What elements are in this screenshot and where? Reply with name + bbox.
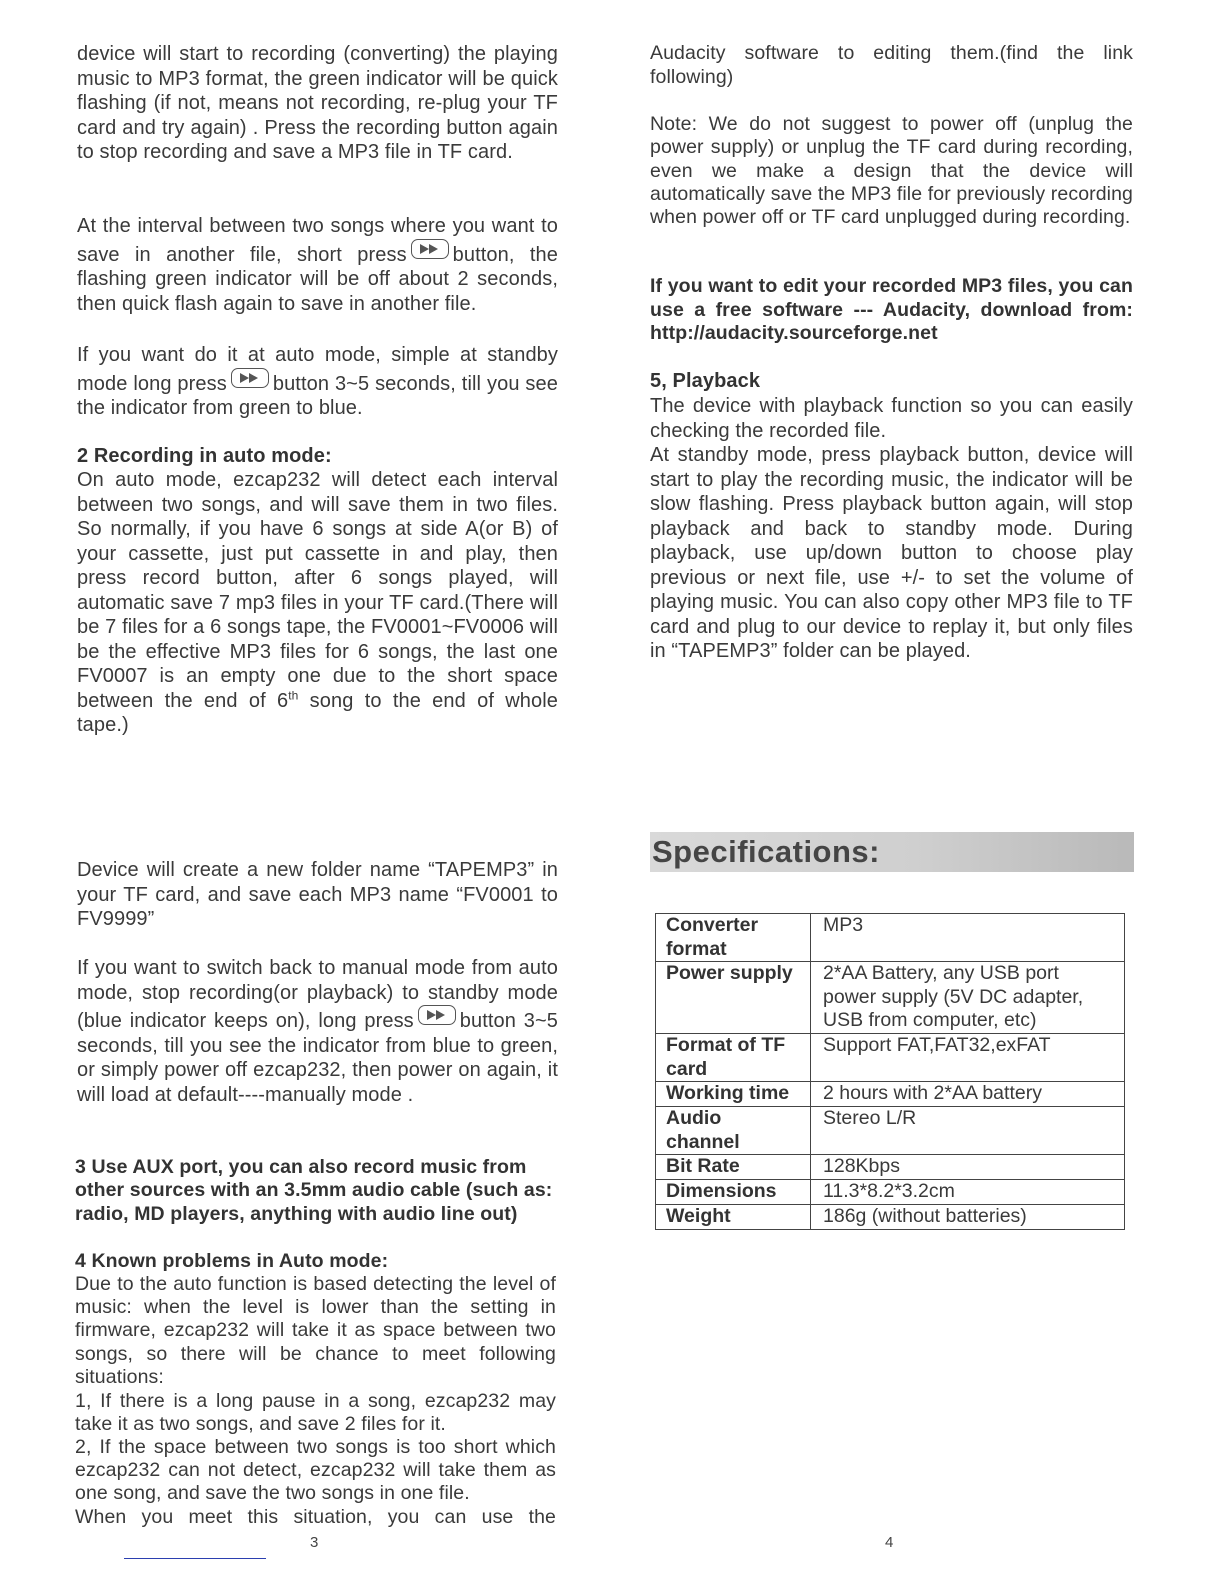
spec-key: Audio channel [656, 1107, 811, 1155]
spec-key: Working time [656, 1082, 811, 1107]
paragraph-known-problems: Due to the auto function is based detecting the level of music: when the level is lower than the setting in firmware, ezcap232 will take it as space between two songs, so there will be chance to meet following situations: [75, 1273, 556, 1388]
paragraph-note: Note: We do not suggest to power off (unplug the power supply) or unplug the TF card during recording, even we make a design that the device will automatically save the MP3 file for previously recording when power off or TF card unplugged during recording. [650, 113, 1133, 229]
table-row [656, 1205, 1125, 1230]
page-number: 3 [310, 1534, 319, 1551]
fast-forward-icon [418, 1005, 456, 1025]
table-row [656, 1082, 1125, 1107]
spec-value: 128Kbps [811, 1155, 1125, 1180]
fast-forward-icon [231, 368, 269, 388]
paragraph-playback-intro: The device with playback function so you can easily checking the recorded file. [650, 395, 1133, 442]
heading-aux-port: 3 Use AUX port, you can also record music from other sources with an 3.5mm audio cable (such as: radio, MD players, anything with audio line out) [75, 1156, 553, 1225]
specifications-table [655, 913, 1125, 1230]
table-row [656, 962, 1125, 1034]
table-row [656, 1107, 1125, 1155]
paragraph-meet-situation: When you meet this situation, you can use the [75, 1506, 556, 1528]
paragraph-recording-intro: device will start to recording (converting) the playing music to MP3 format, the green indicator will be quick flashing (if not, means not recording, re-plug your TF card and try again) . Press the recording button again to stop recording and save a MP3 file in TF card. [77, 43, 558, 163]
heading-known-problems: 4 Known problems in Auto mode: [75, 1250, 389, 1272]
paragraph-problem-1: 1, If there is a long pause in a song, ezcap232 may take it as two songs, and save 2 files for it. [75, 1390, 556, 1436]
table-row [656, 1180, 1125, 1205]
spec-key: Power supply [656, 962, 811, 1034]
heading-playback: 5, Playback [650, 370, 761, 392]
spec-value: 11.3*8.2*3.2cm [811, 1180, 1125, 1205]
paragraph-auto-mode-detail [77, 468, 558, 738]
spec-value: MP3 [811, 914, 1125, 962]
split-file-text-b: button, the flashing green indicator will be off about 2 seconds, then quick flash again to save in another file. [77, 243, 558, 315]
paragraph-folder-name: Device will create a new folder name “TAPEMP3” in your TF card, and save each MP3 name “FV0001 to FV9999” [77, 859, 558, 930]
specifications-banner [650, 832, 1134, 872]
heading-recording-auto-mode: 2 Recording in auto mode: [77, 445, 332, 467]
split-file-text-a: At the interval between two songs where you want to save in another file, short press [77, 215, 558, 266]
spec-key: Format of TF card [656, 1034, 811, 1082]
superscript-th: th [288, 687, 299, 702]
table-row [656, 1155, 1125, 1180]
paragraph-switch-manual [77, 956, 558, 1107]
switch-manual-text-b: button 3~5 seconds, till you see the indicator from blue to green, or simply power off ezcap232, then power on again, it will load at default----manually mode . [77, 1010, 559, 1106]
auto-detail-text-b: song to the end of whole tape.) [77, 689, 558, 736]
auto-mode-text-b: button 3~5 seconds, till you see the indicator from green to blue. [77, 372, 558, 419]
table-row [656, 1034, 1125, 1082]
spec-value: Support FAT,FAT32,exFAT [811, 1034, 1125, 1082]
paragraph-auto-mode-switch [77, 343, 558, 421]
page-number: 4 [885, 1534, 894, 1551]
fast-forward-icon [411, 239, 449, 259]
spec-value: 2 hours with 2*AA battery [811, 1082, 1125, 1107]
spec-key: Dimensions [656, 1180, 811, 1205]
switch-manual-text-a: If you want to switch back to manual mode from auto mode, stop recording(or playback) to standby mode (blue indicator keeps on), long press [77, 957, 558, 1032]
table-row [656, 914, 1125, 962]
paragraph-audacity-download: If you want to edit your recorded MP3 files, you can use a free software --- Audacity, download from: http://audacity.sourceforge.net [650, 275, 1133, 344]
spec-value: 2*AA Battery, any USB port power supply (5V DC adapter, USB from computer, etc) [811, 962, 1125, 1034]
auto-mode-text-a: If you want do it at auto mode, simple at standby mode long press [77, 344, 558, 395]
paragraph-audacity-intro: Audacity software to editing them.(find the link following) [650, 42, 1133, 88]
spec-key: Converter format [656, 914, 811, 962]
spec-value: Stereo L/R [811, 1107, 1125, 1155]
auto-detail-text-a: On auto mode, ezcap232 will detect each interval between two songs, and will save them in two files. So normally, if you have 6 songs at side A(or B) of your cassette, just put cassette in and play, then press record button, after 6 songs played, will automatic save 7 mp3 files in your TF card.(There will be 7 files for a 6 songs tape, the FV0001~FV0006 will be the effective MP3 files for 6 songs, the last one FV0007 is an empty one due to the short space between the end of 6 [77, 469, 558, 712]
paragraph-playback-detail: At standby mode, press playback button, device will start to play the recording music, the indicator will be slow flashing. Press playback button again, will stop playback and back to standby mode. During playback, use up/down button to choose play previous or next file, use +/- to set the volume of playing music. You can also copy other MP3 file to TF card and plug to our device to replay it, but only files in “TAPEMP3” folder can be played. [650, 444, 1133, 662]
specifications-title: Specifications: [652, 834, 880, 869]
spec-value: 186g (without batteries) [811, 1205, 1125, 1230]
paragraph-problem-2: 2, If the space between two songs is too short which ezcap232 can not detect, ezcap232 will take them as one song, and save the two songs in one file. [75, 1436, 556, 1505]
spec-key: Weight [656, 1205, 811, 1230]
spec-key: Bit Rate [656, 1155, 811, 1180]
divider-underline [124, 1558, 266, 1559]
page-4 [612, 0, 1224, 1584]
paragraph-split-file [77, 214, 558, 316]
